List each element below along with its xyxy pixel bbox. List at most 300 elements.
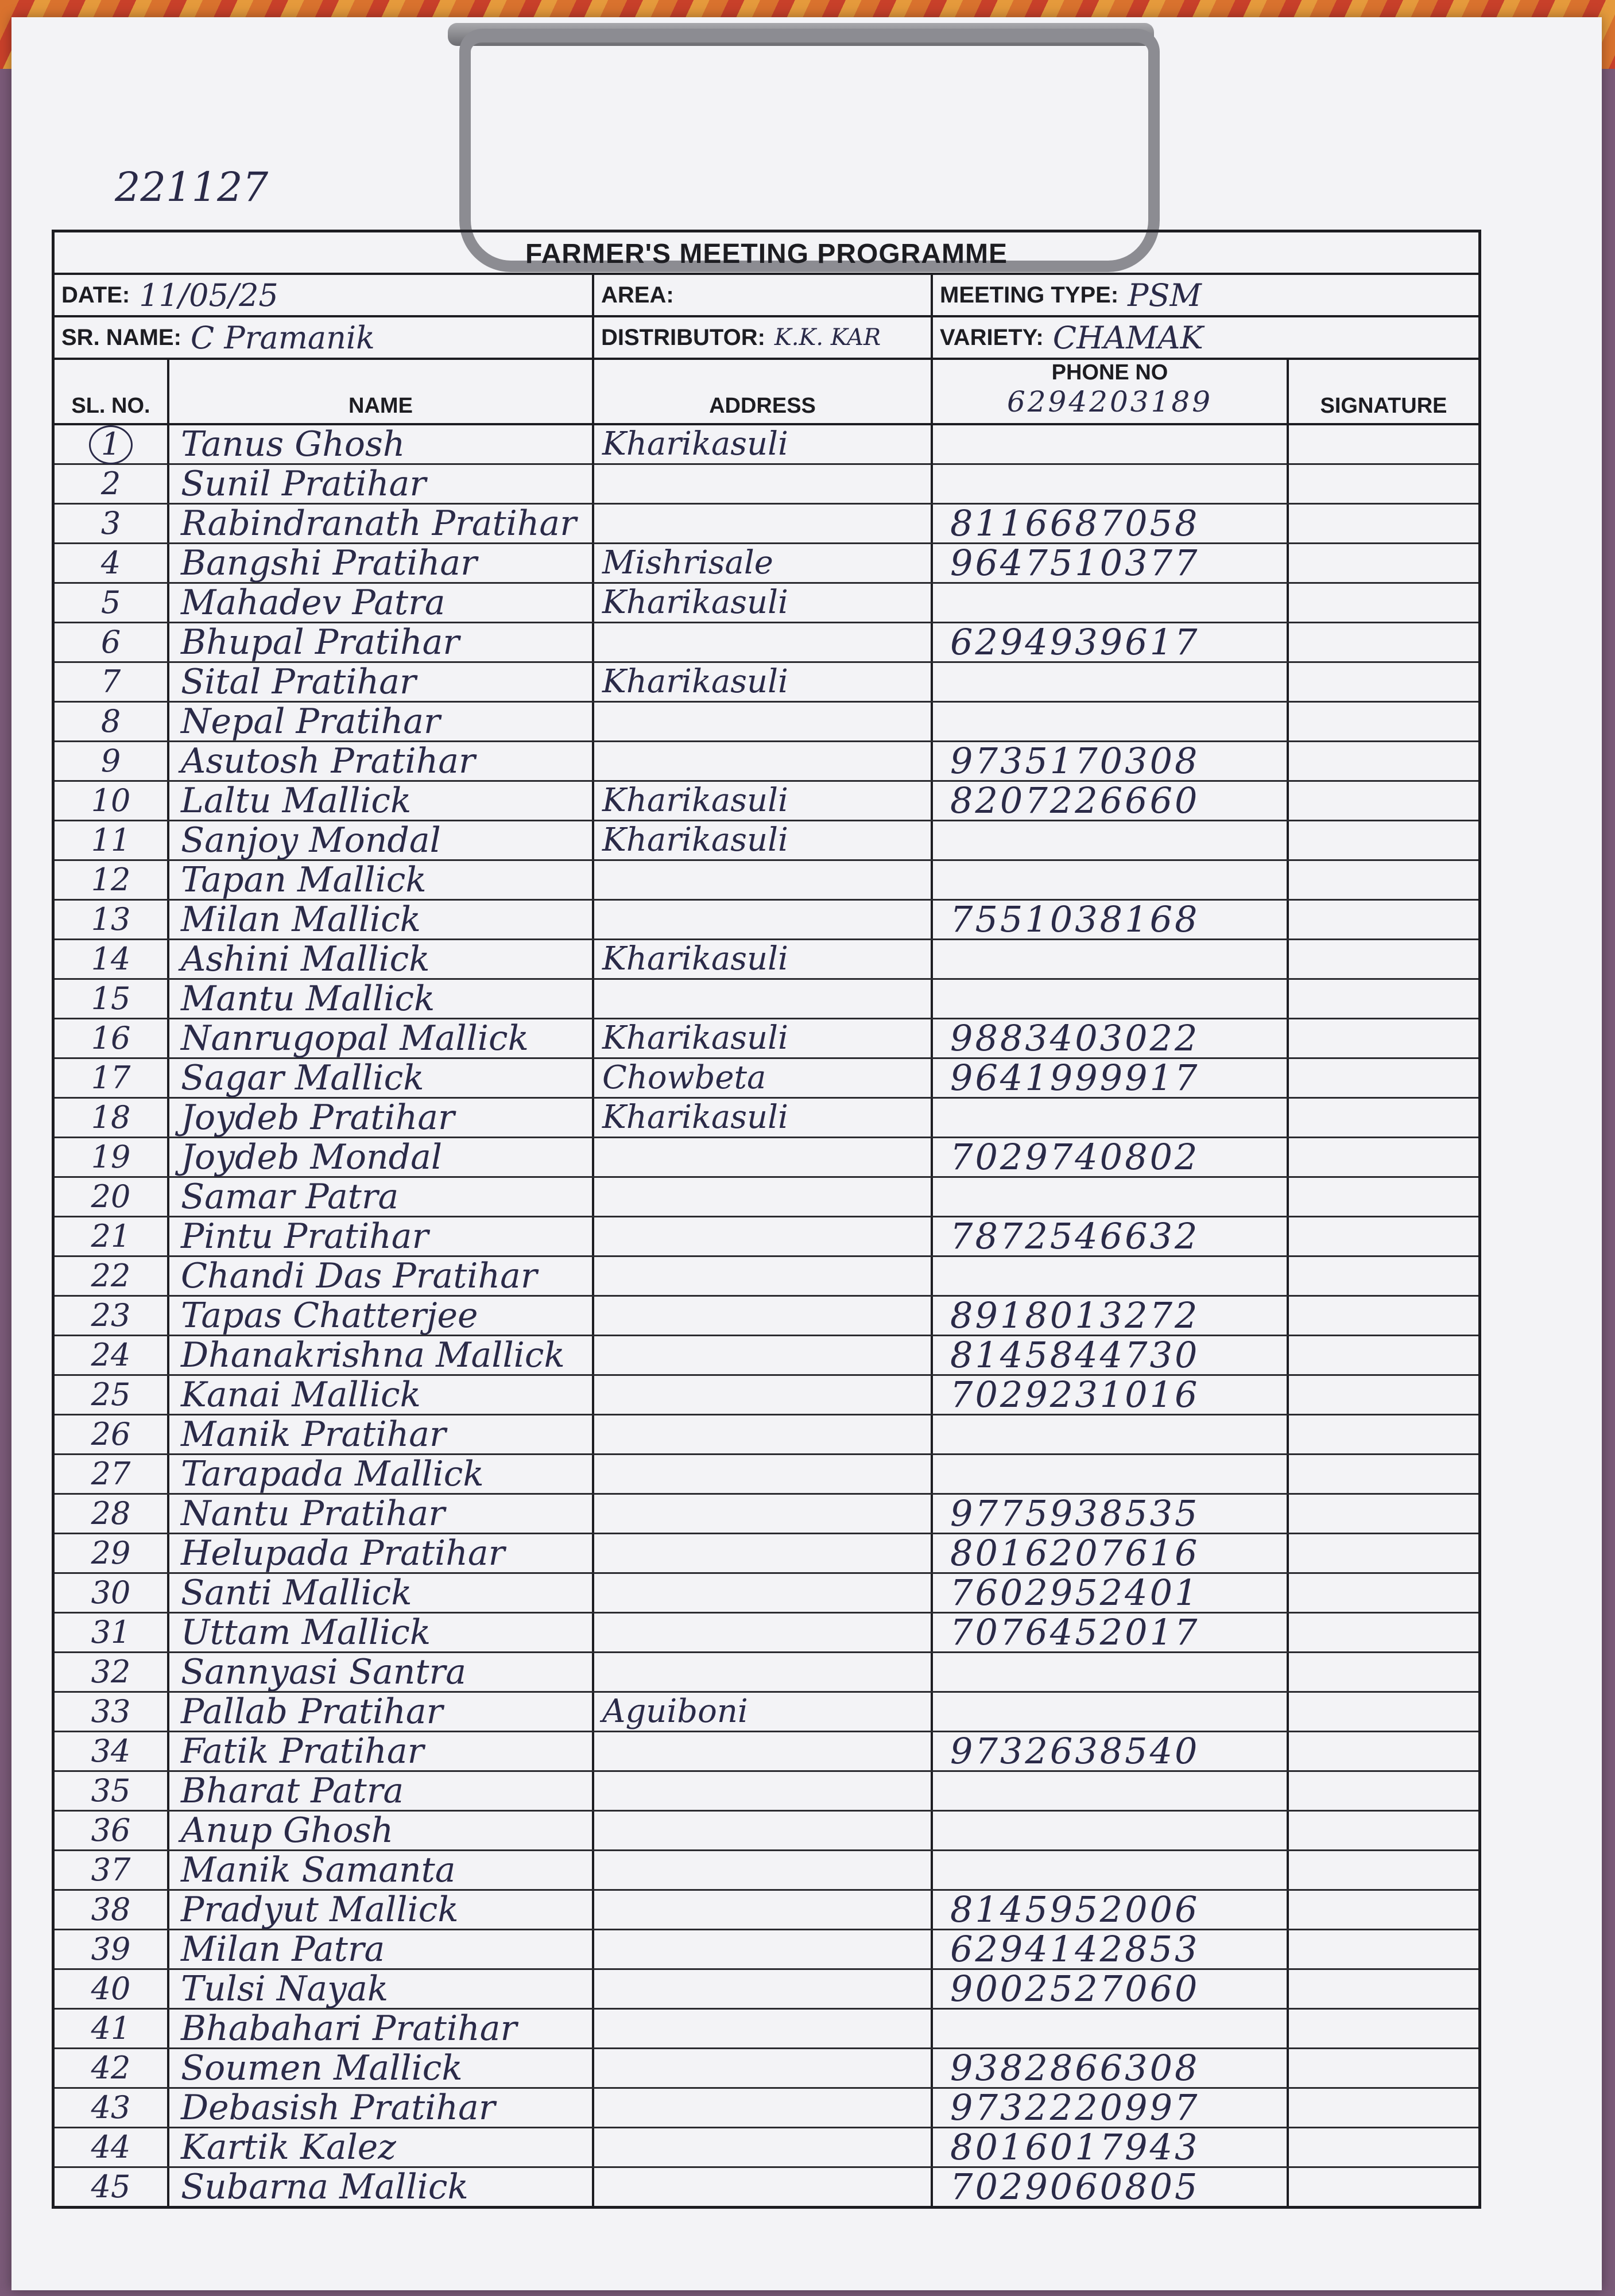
row-name: Ashini Mallick	[169, 940, 594, 978]
row-signature	[1289, 1178, 1478, 1216]
row-signature	[1289, 1138, 1478, 1176]
row-phone: 9732638540	[933, 1732, 1289, 1770]
table-row	[55, 1653, 1478, 1693]
row-signature	[1289, 2089, 1478, 2127]
row-address: Kharikasuli	[594, 584, 933, 622]
table-row	[55, 898, 1478, 940]
row-signature	[1289, 2049, 1478, 2087]
row-name: Helupada Pratihar	[169, 1534, 594, 1572]
row-name: Sital Pratihar	[169, 663, 594, 701]
row-name: Tapas Chatterjee	[169, 1297, 594, 1335]
row-signature	[1289, 901, 1478, 938]
row-address	[594, 2128, 933, 2166]
sr-name-field	[55, 317, 594, 358]
form-title-row	[55, 232, 1478, 275]
row-address: Kharikasuli	[594, 821, 933, 859]
row-address	[594, 1574, 933, 1612]
row-name: Mahadev Patra	[169, 584, 594, 622]
meta-row-2	[55, 317, 1478, 360]
row-name: Tapan Mallick	[169, 861, 594, 899]
farmer-meeting-form	[52, 230, 1481, 2209]
row-address	[594, 1891, 933, 1929]
row-address	[594, 1812, 933, 1849]
area-field	[594, 275, 933, 315]
row-address	[594, 1376, 933, 1414]
row-number: 21	[55, 1217, 169, 1255]
distributor-value: K.K. KAR	[774, 324, 881, 351]
row-number: 40	[55, 1970, 169, 2008]
row-phone: 7029740802	[933, 1138, 1289, 1176]
row-phone	[933, 1455, 1289, 1493]
row-address: Kharikasuli	[594, 940, 933, 978]
table-row	[55, 1693, 1478, 1732]
row-address	[594, 742, 933, 780]
table-row	[55, 425, 1478, 465]
row-number: 6	[55, 623, 169, 661]
sr-name-value: C Pramanik	[190, 319, 375, 356]
row-number: 20	[55, 1178, 169, 1216]
row-name: Pradyut Mallick	[169, 1891, 594, 1929]
row-phone	[933, 821, 1289, 859]
row-address: Kharikasuli	[594, 425, 933, 464]
row-signature	[1289, 703, 1478, 740]
phone-header-label: PHONE NO	[1051, 360, 1168, 385]
row-name: Chandi Das Pratihar	[169, 1257, 594, 1295]
row-name: Anup Ghosh	[169, 1812, 594, 1849]
row-number: 45	[55, 2168, 169, 2206]
row-address	[594, 1732, 933, 1770]
row-signature	[1289, 1455, 1478, 1493]
row-name: Soumen Mallick	[169, 2049, 594, 2087]
row-phone	[933, 1257, 1289, 1295]
table-row	[55, 1732, 1478, 1772]
table-row	[55, 2086, 1478, 2128]
row-signature	[1289, 505, 1478, 542]
row-address	[594, 1178, 933, 1216]
row-address	[594, 1297, 933, 1335]
row-address	[594, 1534, 933, 1572]
row-name: Milan Patra	[169, 1930, 594, 1968]
row-name: Samar Patra	[169, 1178, 594, 1216]
row-phone: 7029231016	[933, 1376, 1289, 1414]
row-phone	[933, 1693, 1289, 1731]
row-signature	[1289, 1812, 1478, 1849]
column-header-signature: SIGNATURE	[1320, 394, 1447, 418]
row-number: 24	[55, 1336, 169, 1374]
row-number: 26	[55, 1415, 169, 1453]
row-number: 7	[55, 663, 169, 701]
row-address	[594, 980, 933, 1018]
row-signature	[1289, 425, 1478, 464]
table-row	[55, 1851, 1478, 1891]
row-signature	[1289, 1732, 1478, 1770]
row-signature	[1289, 1772, 1478, 1810]
row-phone: 9641999917	[933, 1059, 1289, 1097]
table-row	[55, 1534, 1478, 1574]
row-signature	[1289, 1891, 1478, 1929]
table-row	[55, 1294, 1478, 1336]
table-row	[55, 779, 1478, 821]
row-phone: 7551038168	[933, 901, 1289, 938]
date-label: DATE:	[61, 282, 130, 308]
column-header-name: NAME	[169, 360, 594, 423]
row-number: 29	[55, 1534, 169, 1572]
row-signature	[1289, 1415, 1478, 1453]
table-body	[55, 425, 1478, 2206]
row-number: 25	[55, 1376, 169, 1414]
row-number: 42	[55, 2049, 169, 2087]
row-signature	[1289, 544, 1478, 582]
row-address	[594, 1455, 933, 1493]
meeting-type-field	[933, 275, 1478, 315]
row-phone: 9735170308	[933, 742, 1289, 780]
row-phone	[933, 1812, 1289, 1849]
row-phone: 9775938535	[933, 1495, 1289, 1533]
meeting-type-value: PSM	[1128, 277, 1202, 313]
row-number: 17	[55, 1059, 169, 1097]
row-name: Mantu Mallick	[169, 980, 594, 1018]
table-row	[55, 584, 1478, 623]
distributor-field	[594, 317, 933, 358]
row-signature	[1289, 465, 1478, 503]
row-name: Santi Mallick	[169, 1574, 594, 1612]
row-address: Chowbeta	[594, 1059, 933, 1097]
column-header-sl-no: SL. NO.	[55, 360, 169, 423]
row-number: 31	[55, 1614, 169, 1651]
table-row	[55, 2128, 1478, 2168]
variety-value: CHAMAK	[1052, 319, 1203, 356]
row-address: Kharikasuli	[594, 782, 933, 820]
table-row	[55, 1812, 1478, 1851]
row-phone: 9647510377	[933, 544, 1289, 582]
row-address	[594, 1217, 933, 1255]
row-signature	[1289, 663, 1478, 701]
row-number: 3	[55, 505, 169, 542]
row-signature	[1289, 1930, 1478, 1968]
row-number: 35	[55, 1772, 169, 1810]
row-number: 22	[55, 1257, 169, 1295]
row-name: Tulsi Nayak	[169, 1970, 594, 2008]
row-address	[594, 1653, 933, 1691]
row-phone: 8207226660	[933, 782, 1289, 820]
row-phone: 7602952401	[933, 1574, 1289, 1612]
row-phone: 7076452017	[933, 1614, 1289, 1651]
row-name: Sagar Mallick	[169, 1059, 594, 1097]
row-phone: 6294142853	[933, 1930, 1289, 1968]
row-signature	[1289, 742, 1478, 780]
row-name: Bharat Patra	[169, 1772, 594, 1810]
row-address: Aguiboni	[594, 1693, 933, 1731]
row-number: 23	[55, 1297, 169, 1335]
column-header-phone	[933, 360, 1289, 423]
column-header-address: ADDRESS	[594, 360, 933, 423]
row-name: Nantu Pratihar	[169, 1495, 594, 1533]
row-signature	[1289, 2010, 1478, 2047]
row-address	[594, 1772, 933, 1810]
row-number: 13	[55, 901, 169, 938]
table-row	[55, 980, 1478, 1019]
table-row	[55, 742, 1478, 782]
row-number: 27	[55, 1455, 169, 1493]
table-row	[55, 2049, 1478, 2089]
row-name: Laltu Mallick	[169, 782, 594, 820]
row-signature	[1289, 1653, 1478, 1691]
row-signature	[1289, 1376, 1478, 1414]
row-phone: 7029060805	[933, 2168, 1289, 2206]
table-row	[55, 1415, 1478, 1455]
row-name: Sunil Pratihar	[169, 465, 594, 503]
table-row	[55, 940, 1478, 980]
row-address	[594, 1336, 933, 1374]
row-address: Kharikasuli	[594, 1099, 933, 1137]
table-row	[55, 1970, 1478, 2010]
row-number: 8	[55, 703, 169, 740]
table-row	[55, 1099, 1478, 1138]
table-row	[55, 2168, 1478, 2206]
row-phone: 9883403022	[933, 1019, 1289, 1057]
table-row	[55, 2010, 1478, 2049]
row-address	[594, 1415, 933, 1453]
row-number: 2	[55, 465, 169, 503]
row-name: Sannyasi Santra	[169, 1653, 594, 1691]
table-row	[55, 1574, 1478, 1614]
row-number: 32	[55, 1653, 169, 1691]
row-signature	[1289, 1970, 1478, 2008]
row-number: 38	[55, 1891, 169, 1929]
row-name: Uttam Mallick	[169, 1614, 594, 1651]
row-address	[594, 901, 933, 938]
row-number: 36	[55, 1812, 169, 1849]
row-phone: 8145844730	[933, 1336, 1289, 1374]
row-name: Manik Samanta	[169, 1851, 594, 1889]
row-phone: 6294939617	[933, 623, 1289, 661]
row-signature	[1289, 861, 1478, 899]
row-phone: 8918013272	[933, 1297, 1289, 1335]
row-name: Manik Pratihar	[169, 1415, 594, 1453]
row-signature	[1289, 2128, 1478, 2166]
row-address: Kharikasuli	[594, 663, 933, 701]
row-name: Bangshi Pratihar	[169, 544, 594, 582]
row-number: 4	[55, 544, 169, 582]
row-phone: 9732220997	[933, 2089, 1289, 2127]
row-name: Tarapada Mallick	[169, 1455, 594, 1493]
row-signature	[1289, 1059, 1478, 1097]
row-name: Sanjoy Mondal	[169, 821, 594, 859]
row-phone	[933, 1653, 1289, 1691]
row-phone: 7872546632	[933, 1217, 1289, 1255]
row-number: 37	[55, 1851, 169, 1889]
table-header	[55, 360, 1478, 425]
row-address	[594, 465, 933, 503]
row-signature	[1289, 1217, 1478, 1255]
meta-row-1	[55, 275, 1478, 317]
row-phone: 8116687058	[933, 505, 1289, 542]
row-number: 11	[55, 821, 169, 859]
row-number: 44	[55, 2128, 169, 2166]
row-name: Bhabahari Pratihar	[169, 2010, 594, 2047]
row-phone	[933, 1851, 1289, 1889]
table-row	[55, 1455, 1478, 1495]
row-phone: 8145952006	[933, 1891, 1289, 1929]
row-number: 9	[55, 742, 169, 780]
row-number: 30	[55, 1574, 169, 1612]
row-phone	[933, 465, 1289, 503]
row-signature	[1289, 1336, 1478, 1374]
row-signature	[1289, 1534, 1478, 1572]
row-number: 19	[55, 1138, 169, 1176]
row-number: 28	[55, 1495, 169, 1533]
row-signature	[1289, 584, 1478, 622]
table-row	[55, 1376, 1478, 1415]
row-signature	[1289, 821, 1478, 859]
row-phone	[933, 861, 1289, 899]
date-value: 11/05/25	[139, 277, 278, 313]
row-address	[594, 623, 933, 661]
row-phone: 8016017943	[933, 2128, 1289, 2166]
phone-header-value: 6294203189	[1006, 385, 1213, 418]
table-row	[55, 861, 1478, 901]
row-signature	[1289, 1019, 1478, 1057]
row-name: Pallab Pratihar	[169, 1693, 594, 1731]
row-number: 12	[55, 861, 169, 899]
row-signature	[1289, 1693, 1478, 1731]
table-row	[55, 1772, 1478, 1812]
table-row	[55, 623, 1478, 663]
row-name: Nanrugopal Mallick	[169, 1019, 594, 1057]
form-serial-number: 221127	[115, 164, 269, 211]
row-phone	[933, 1099, 1289, 1137]
row-signature	[1289, 1614, 1478, 1651]
row-name: Fatik Pratihar	[169, 1732, 594, 1770]
row-name: Asutosh Pratihar	[169, 742, 594, 780]
row-phone: 9382866308	[933, 2049, 1289, 2087]
row-number: 43	[55, 2089, 169, 2127]
row-signature	[1289, 2168, 1478, 2206]
row-signature	[1289, 1851, 1478, 1889]
row-address: Mishrisale	[594, 544, 933, 582]
row-signature	[1289, 940, 1478, 978]
row-name: Subarna Mallick	[169, 2168, 594, 2206]
row-number: 15	[55, 980, 169, 1018]
row-phone	[933, 1772, 1289, 1810]
table-row	[55, 465, 1478, 505]
meeting-type-label: MEETING TYPE:	[940, 282, 1119, 308]
row-number: 14	[55, 940, 169, 978]
row-phone: 9002527060	[933, 1970, 1289, 2008]
row-phone: 8016207616	[933, 1534, 1289, 1572]
row-address	[594, 2010, 933, 2047]
row-phone	[933, 425, 1289, 464]
table-row	[55, 502, 1478, 544]
row-name: Joydeb Mondal	[169, 1138, 594, 1176]
row-address	[594, 2089, 933, 2127]
table-row	[55, 1178, 1478, 1217]
form-title: FARMER'S MEETING PROGRAMME	[525, 239, 1008, 269]
table-row	[55, 544, 1478, 584]
table-row	[55, 1930, 1478, 1970]
row-address	[594, 2049, 933, 2087]
row-signature	[1289, 1574, 1478, 1612]
row-signature	[1289, 1297, 1478, 1335]
date-field	[55, 275, 594, 315]
sr-name-label: SR. NAME:	[61, 324, 181, 350]
row-address	[594, 1930, 933, 1968]
table-row	[55, 1019, 1478, 1059]
row-number: 34	[55, 1732, 169, 1770]
table-row	[55, 1888, 1478, 1930]
row-signature	[1289, 1257, 1478, 1295]
row-name: Dhanakrishna Mallick	[169, 1336, 594, 1374]
row-name: Rabindranath Pratihar	[169, 505, 594, 542]
row-number: 33	[55, 1693, 169, 1731]
variety-field	[933, 317, 1478, 358]
row-phone	[933, 940, 1289, 978]
row-number: 41	[55, 2010, 169, 2047]
row-signature	[1289, 623, 1478, 661]
row-signature	[1289, 1495, 1478, 1533]
distributor-label: DISTRIBUTOR:	[601, 324, 765, 350]
row-number-cell	[55, 425, 169, 464]
row-phone	[933, 1415, 1289, 1453]
row-name: Bhupal Pratihar	[169, 623, 594, 661]
row-number: 5	[55, 584, 169, 622]
row-signature	[1289, 782, 1478, 820]
table-row	[55, 1217, 1478, 1257]
row-name: Debasish Pratihar	[169, 2089, 594, 2127]
row-address	[594, 1614, 933, 1651]
row-address	[594, 505, 933, 542]
row-name: Tanus Ghosh	[169, 425, 594, 464]
row-phone	[933, 980, 1289, 1018]
row-address: Kharikasuli	[594, 1019, 933, 1057]
row-number: 10	[55, 782, 169, 820]
row-name: Kartik Kalez	[169, 2128, 594, 2166]
table-row	[55, 703, 1478, 742]
row-name: Pintu Pratihar	[169, 1217, 594, 1255]
row-address	[594, 1257, 933, 1295]
row-address	[594, 703, 933, 740]
row-number: 16	[55, 1019, 169, 1057]
row-address	[594, 1851, 933, 1889]
row-name: Milan Mallick	[169, 901, 594, 938]
row-address	[594, 1495, 933, 1533]
row-phone	[933, 584, 1289, 622]
row-phone	[933, 663, 1289, 701]
table-row	[55, 821, 1478, 861]
row-address	[594, 2168, 933, 2206]
area-label: AREA:	[601, 282, 674, 308]
row-number: 18	[55, 1099, 169, 1137]
table-row	[55, 1059, 1478, 1099]
table-row	[55, 1611, 1478, 1653]
row-number: 39	[55, 1930, 169, 1968]
table-row	[55, 1336, 1478, 1376]
row-signature	[1289, 1099, 1478, 1137]
row-phone	[933, 1178, 1289, 1216]
row-name: Kanai Mallick	[169, 1376, 594, 1414]
row-address	[594, 1138, 933, 1176]
row-name: Nepal Pratihar	[169, 703, 594, 740]
row-signature	[1289, 980, 1478, 1018]
table-row	[55, 663, 1478, 703]
row-address	[594, 861, 933, 899]
paper-sheet	[11, 17, 1602, 2290]
row-phone	[933, 2010, 1289, 2047]
table-row	[55, 1492, 1478, 1534]
table-row	[55, 1257, 1478, 1297]
row-number: 1	[89, 425, 133, 464]
row-phone	[933, 703, 1289, 740]
